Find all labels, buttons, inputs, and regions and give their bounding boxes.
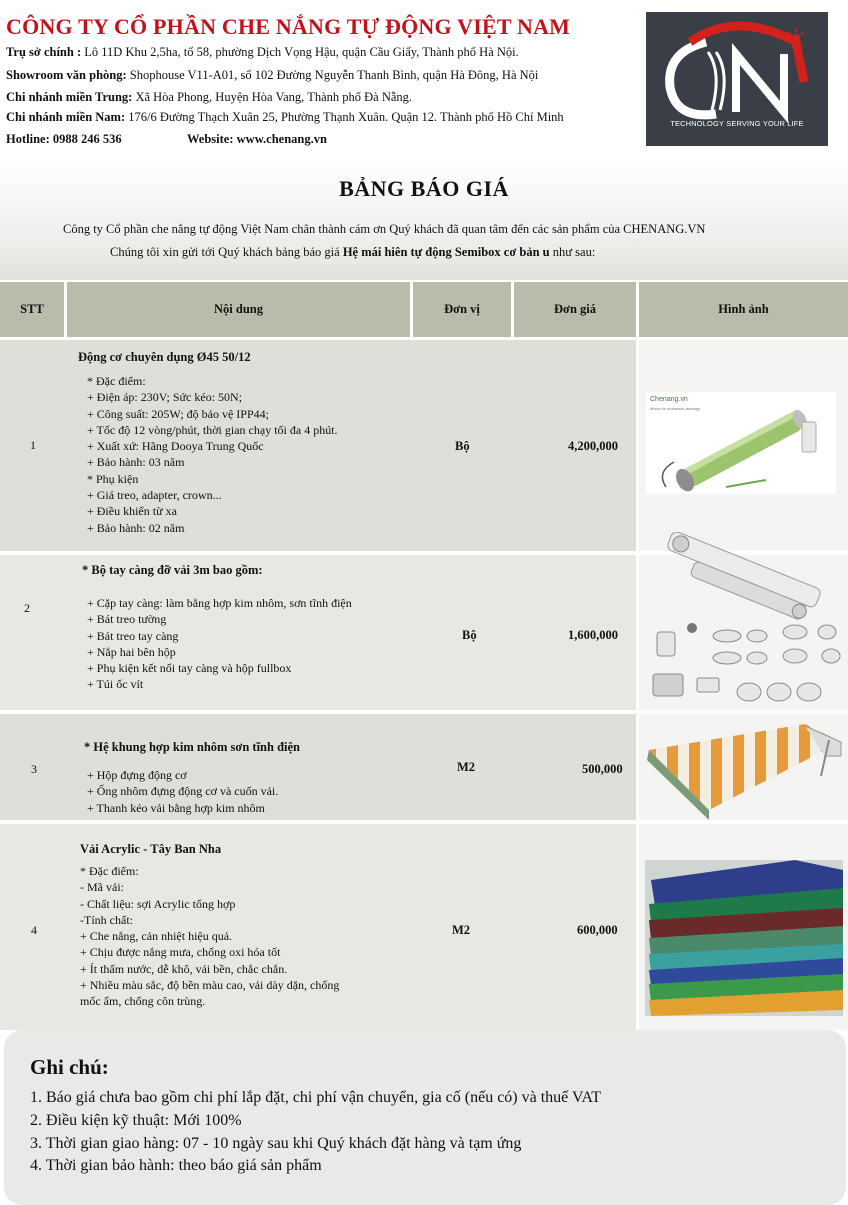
detail-line: + Hộp đựng động cơ <box>87 768 187 782</box>
notes-heading: Ghi chú: <box>30 1055 109 1079</box>
note-item: 2. Điều kiện kỹ thuật: Mới 100% <box>30 1112 242 1129</box>
product-name: Hệ mái hiên tự động Semibox cơ bản u <box>342 245 550 259</box>
detail-line: + Túi ốc vít <box>87 677 144 692</box>
header-unit: Đơn vị <box>413 282 511 337</box>
row-stt: 1 <box>30 438 36 452</box>
website: Website: www.chenang.vn <box>187 132 327 146</box>
row-price: 500,000 <box>582 762 623 776</box>
detail-line: -Tính chất: <box>80 912 133 927</box>
row-title: Động cơ chuyên dụng Ø45 50/12 <box>78 350 251 364</box>
row-unit: Bộ <box>462 628 477 642</box>
row-stt: 2 <box>24 601 30 615</box>
row-details <box>80 863 339 1010</box>
motor-icon <box>646 392 836 494</box>
detail-line: * Đặc điểm: <box>80 864 139 878</box>
detail-line: + Ống nhôm đựng động cơ và cuốn vải. <box>87 784 279 799</box>
row-title: * Hệ khung hợp kim nhôm sơn tĩnh điện <box>84 740 301 754</box>
detail-line: * Đặc điểm: <box>87 374 146 388</box>
detail-line: + Phụ kiện kết nối tay càng và hộp fullbox <box>87 661 292 676</box>
row-details <box>87 767 278 816</box>
info-text: Xã Hòa Phong, Huyện Hòa Vang, Thành phố Đà Nẵng. <box>132 90 413 104</box>
detail-line: - Mã vải: <box>80 880 124 895</box>
detail-line: + Bảo hành: 03 năm <box>87 455 185 470</box>
note-item: 1. Báo giá chưa bao gồm chi phí lắp đặt, chi phí vận chuyển, gia cố (nếu có) và thuế VAT <box>30 1089 602 1106</box>
detail-line: + Nhiều màu sắc, độ bền màu cao, vải dày dặn, chống <box>80 978 340 993</box>
detail-line: + Tốc độ 12 vòng/phút, thời gian chạy tối đa 4 phút. <box>87 422 338 437</box>
info-label: Chi nhánh miền Trung: <box>6 90 133 104</box>
logo-tagline: TECHNOLOGY SERVING YOUR LIFE <box>670 119 804 128</box>
detail-line: + Cặp tay càng: làm bằng hợp kim nhôm, sơn tĩnh điện <box>87 596 352 610</box>
detail-line: + Điều khiển từ xa <box>87 504 177 519</box>
info-label: Chi nhánh miền Nam: <box>6 110 126 124</box>
central-branch-line <box>6 90 412 105</box>
info-text: Lô 11D Khu 2,5ha, tổ 58, phường Dịch Vọng Hậu, quận Cầu Giấy, Thành phố Hà Nội. <box>81 45 519 59</box>
row-details <box>87 373 338 536</box>
intro-line-1: Công ty Cổ phần che nắng tự động Việt Nam chân thành cám ơn Quý khách đã quan tâm đến các sản phẩm của CHENANG.VN <box>63 222 706 236</box>
row-details <box>87 595 352 693</box>
detail-line: * Phụ kiện <box>87 471 139 486</box>
detail-line: - Chất liệu: sợi Acrylic tổng hợp <box>80 896 236 911</box>
page-title: BẢNG BÁO GIÁ <box>339 176 509 201</box>
row-stt: 4 <box>31 923 37 937</box>
header-price: Đơn giá <box>514 282 636 337</box>
detail-line: mốc ẩm, chống côn trùng. <box>80 994 206 1009</box>
row-title: * Bộ tay càng đỡ vải 3m bao gồm: <box>82 563 263 577</box>
image-subcaption: Motor for automatic awnings <box>650 406 701 411</box>
showroom-line <box>6 68 538 83</box>
company-logo <box>646 12 828 146</box>
row-price: 1,600,000 <box>568 628 618 642</box>
detail-line: + Giá treo, adapter, crown... <box>87 488 222 503</box>
image-caption: Chenang.vn <box>650 396 688 403</box>
note-item: 3. Thời gian giao hàng: 07 - 10 ngày sau khi Quý khách đặt hàng và tạm ứng <box>30 1135 522 1152</box>
row-price: 4,200,000 <box>568 439 618 453</box>
detail-line: + Bát treo tường <box>87 612 167 627</box>
note-item: 4. Thời gian bảo hành: theo báo giá sản phẩm <box>30 1157 322 1174</box>
detail-line: + Bát treo tay càng <box>87 628 179 643</box>
detail-line: + Điện áp: 230V; Sức kéo: 50N; <box>87 390 243 405</box>
company-name: CÔNG TY CỔ PHẦN CHE NẮNG TỰ ĐỘNG VIỆT NAM <box>6 14 571 39</box>
info-text: Shophouse V11-A01, số 102 Đường Nguyễn Thanh Bình, quận Hà Đông, Hà Nội <box>126 68 539 82</box>
detail-line: + Bảo hành: 02 năm <box>87 520 185 535</box>
info-label: Showroom văn phòng: <box>6 68 127 82</box>
header-content: Nội dung <box>67 282 410 337</box>
header-image: Hình ảnh <box>639 282 848 337</box>
south-branch-line <box>6 110 564 125</box>
row-title: Vải Acrylic - Tây Ban Nha <box>80 842 222 856</box>
row-unit: M2 <box>452 923 471 937</box>
detail-line: + Thanh kéo vải bằng hợp kim nhôm <box>87 800 265 815</box>
intro-line-2 <box>110 245 595 260</box>
motor-image <box>646 392 836 494</box>
detail-line: + Công suất: 205W; độ bảo vệ IPP44; <box>87 406 269 421</box>
arm-kit-image <box>645 532 845 712</box>
row-unit: M2 <box>457 760 476 774</box>
row-unit: Bộ <box>455 439 470 453</box>
detail-line: + Che nắng, cản nhiệt hiệu quả. <box>80 929 233 944</box>
header-stt: STT <box>0 282 64 337</box>
row-price: 600,000 <box>577 923 618 937</box>
detail-line: + Ít thấm nước, dễ khô, vải bền, chắc chắn. <box>80 961 288 976</box>
detail-line: + Chịu được nắng mưa, chống oxi hóa tốt <box>80 945 281 960</box>
fabric-swatches-image <box>645 860 843 1016</box>
awning-image <box>645 716 845 820</box>
hotline: Hotline: 0988 246 536 <box>6 132 122 146</box>
intro-text: như sau: <box>549 245 596 259</box>
info-text: 176/6 Đường Thạch Xuân 25, Phường Thạnh Xuân. Quận 12. Thành phố Hồ Chí Minh <box>125 110 564 124</box>
info-label: Trụ sở chính : <box>6 45 82 59</box>
detail-line: + Xuất xứ: Hãng Dooya Trung Quốc <box>87 439 264 454</box>
head-office-line <box>6 45 519 60</box>
detail-line: + Nắp hai bên hộp <box>87 644 176 659</box>
intro-text: Chúng tôi xin gửi tới Quý khách bảng báo giá <box>110 245 343 259</box>
row-stt: 3 <box>31 762 37 776</box>
